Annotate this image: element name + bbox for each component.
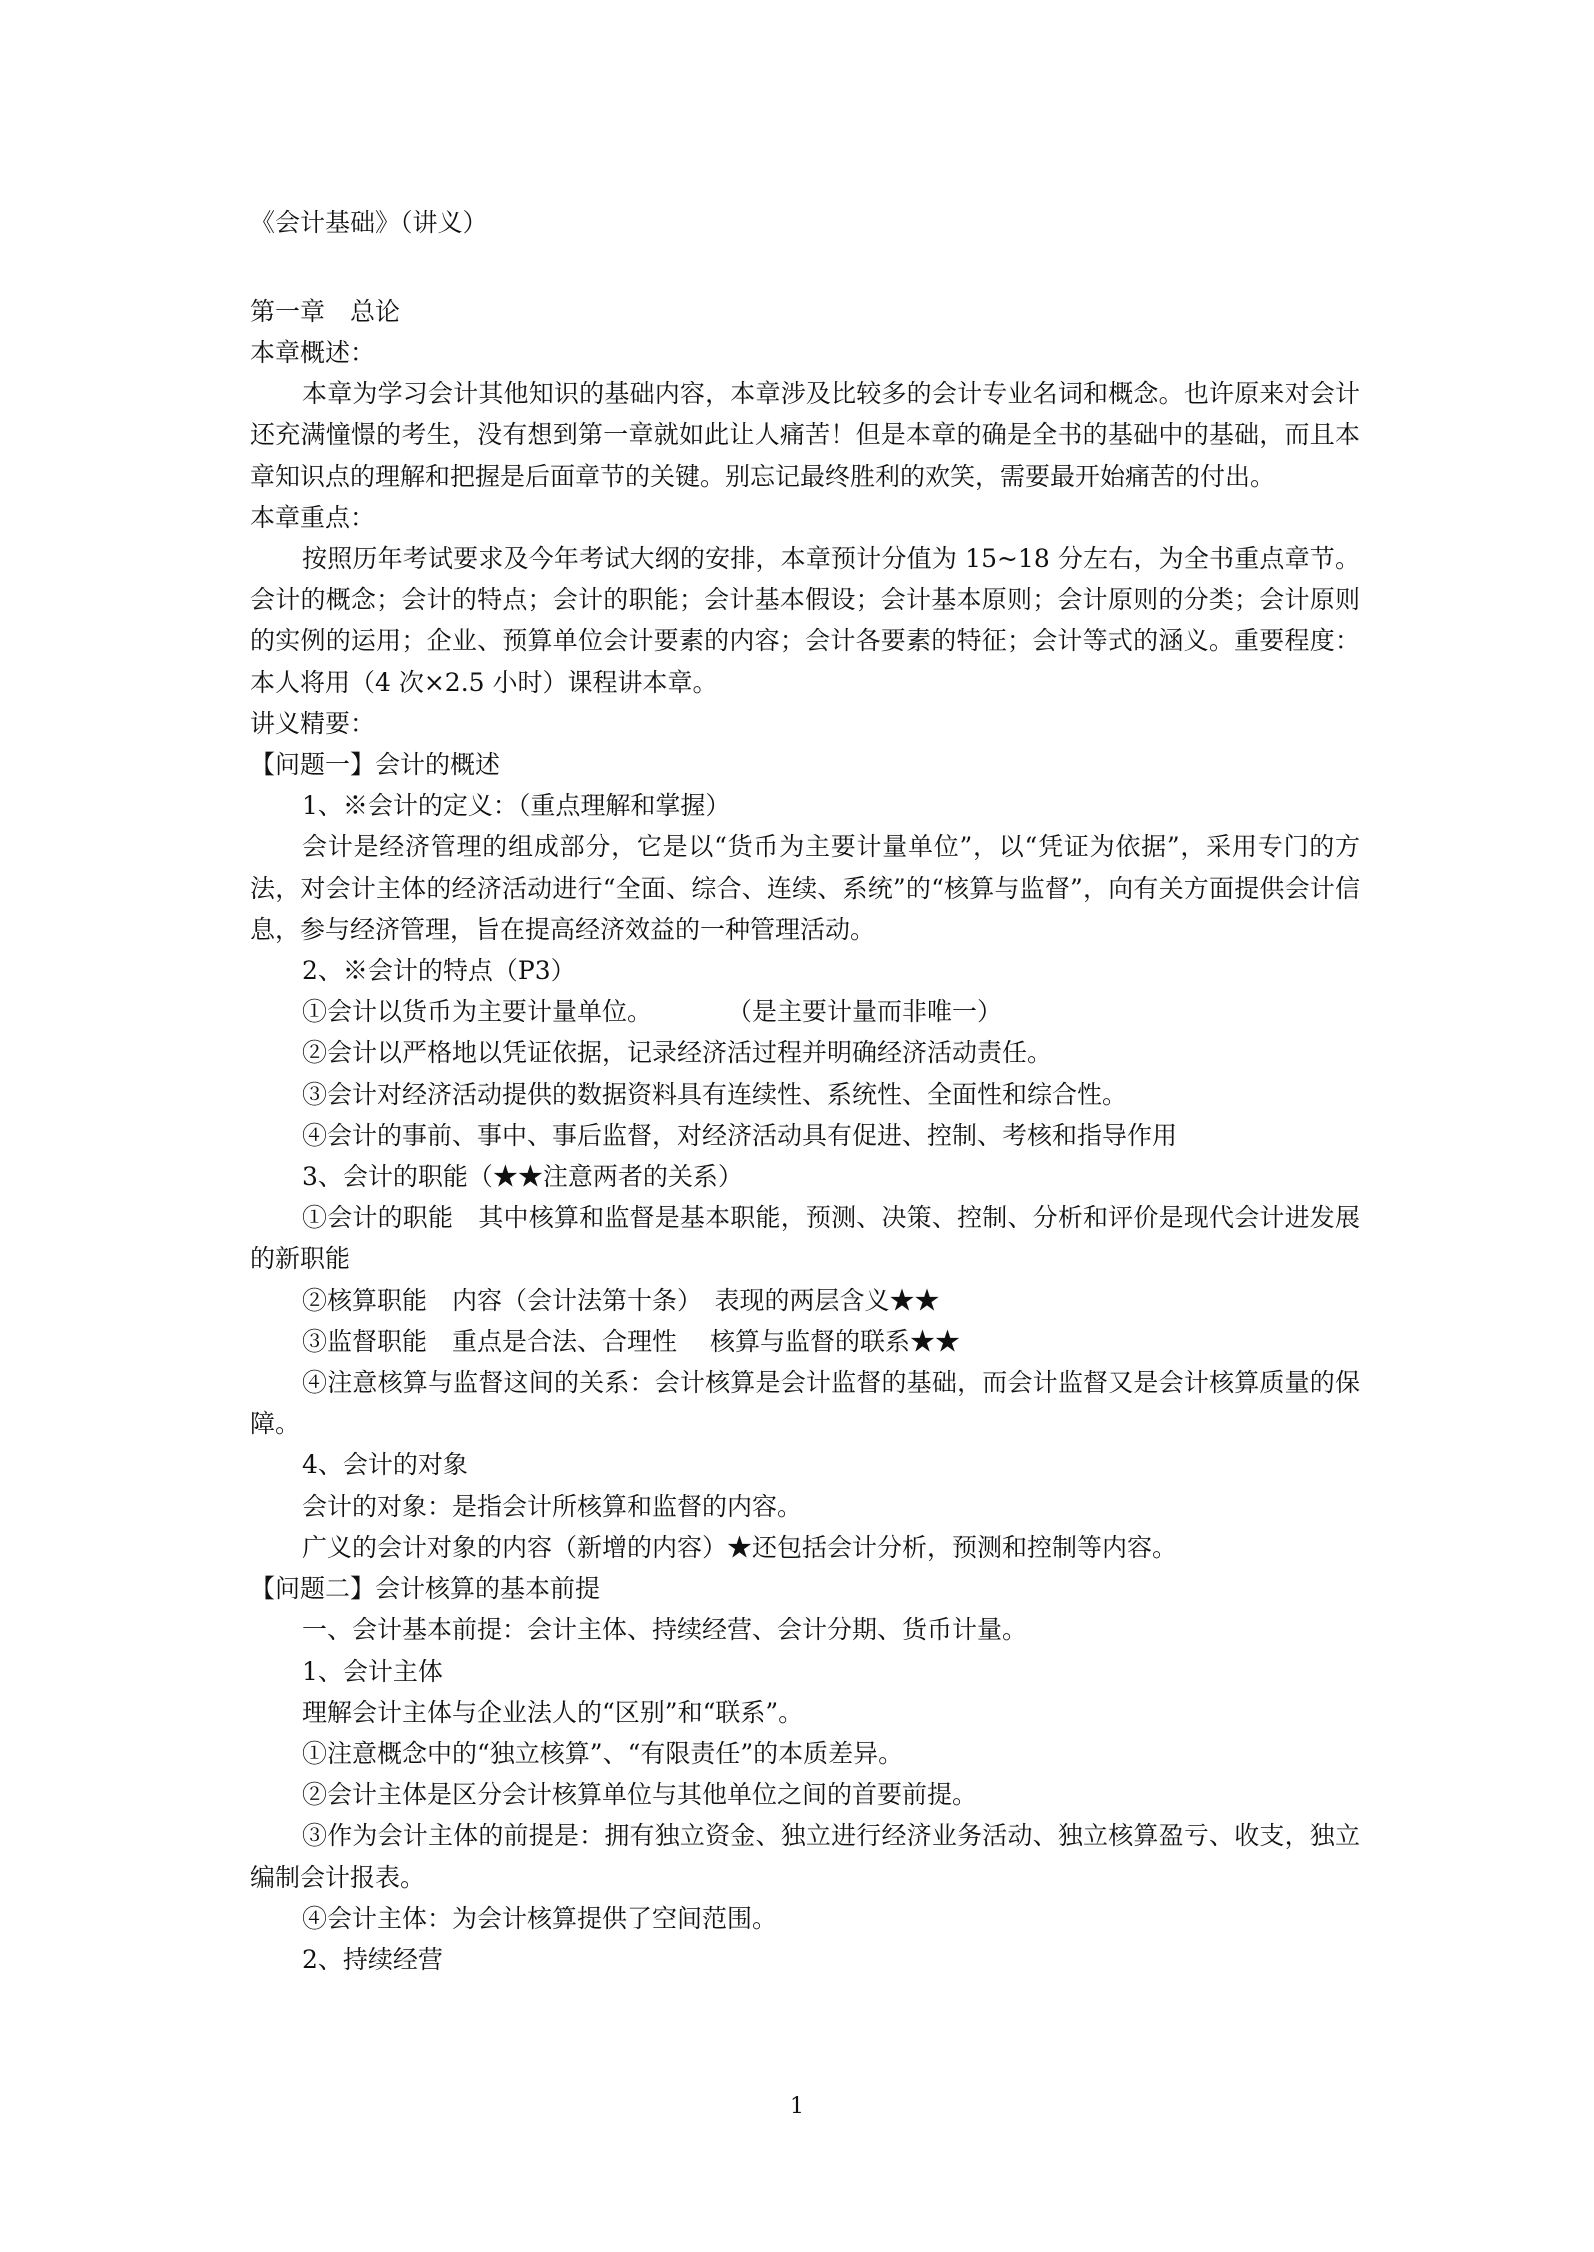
entity-item-4: ④会计主体：为会计核算提供了空间范围。: [302, 1903, 778, 1933]
page-number: 1: [790, 2094, 804, 2119]
functions-item-2: ②核算职能 内容（会计法第十条） 表现的两层含义★★: [302, 1285, 940, 1315]
entity-item-3: ③作为会计主体的前提是：拥有独立资金、独立进行经济业务活动、独立核算盈亏、收支，独立编制会计报表。: [250, 1821, 1360, 1892]
definition-paragraph: 会计是经济管理的组成部分，它是以“货币为主要计量单位”，以“凭证为依据”，采用专门的方法，对会计主体的经济活动进行“全面、综合、连续、系统”的“核算与监督”，向有关方面提供会计信息，参与经济管理，旨在提高经济效益的一种管理活动。: [250, 832, 1360, 944]
question-one-heading: 【问题一】会计的概述: [250, 750, 501, 780]
document-title: 《会计基础》（讲义）: [250, 208, 488, 237]
entity-item-2: ②会计主体是区分会计核算单位与其他单位之间的首要前提。: [302, 1780, 978, 1810]
features-item-4: ④会计的事前、事中、事后监督，对经济活动具有促进、控制、考核和指导作用: [302, 1120, 1178, 1150]
object-heading: 4、会计的对象: [302, 1450, 468, 1480]
features-heading: 2、※会计的特点（P3）: [302, 956, 576, 986]
functions-heading: 3、会计的职能（★★注意两者的关系）: [302, 1162, 743, 1192]
premises-intro: 一、会计基本前提：会计主体、持续经营、会计分期、货币计量。: [302, 1615, 1028, 1645]
object-item-1: 会计的对象：是指会计所核算和监督的内容。: [302, 1491, 803, 1521]
chapter-title: 第一章 总论: [250, 297, 401, 326]
going-concern-heading: 2、持续经营: [302, 1944, 443, 1974]
functions-item-1: ①会计的职能 其中核算和监督是基本职能，预测、决策、控制、分析和评价是现代会计进发展的新职能: [250, 1203, 1360, 1274]
functions-item-4: ④注意核算与监督这间的关系：会计核算是会计监督的基础，而会计监督又是会计核算质量的保障。: [250, 1368, 1360, 1439]
features-item-2: ②会计以严格地以凭证依据，记录经济活过程并明确经济活动责任。: [302, 1038, 1053, 1068]
notes-label: 讲义精要：: [250, 708, 376, 738]
key-points-paragraph: 按照历年考试要求及今年考试大纲的安排，本章预计分值为 15~18 分左右，为全书重点章节。会计的概念；会计的特点；会计的职能；会计基本假设；会计基本原则；会计原则的分类；会计原则的实例的运用；企业、预算单位会计要素的内容；会计各要素的特征；会计等式的涵义。重要程度：本人将用（4 次×2.5 小时）课程讲本章。: [250, 544, 1360, 697]
overview-label: 本章概述：: [250, 338, 376, 367]
functions-item-3: ③监督职能 重点是合法、合理性 核算与监督的联系★★: [302, 1326, 960, 1356]
key-points-label: 本章重点：: [250, 502, 376, 532]
object-item-2: 广义的会计对象的内容（新增的内容）★还包括会计分析，预测和控制等内容。: [302, 1532, 1178, 1562]
features-item-1: ①会计以货币为主要计量单位。 （是主要计量而非唯一）: [302, 997, 1003, 1027]
entity-text: 理解会计主体与企业法人的“区别”和“联系”。: [302, 1697, 804, 1727]
overview-paragraph: 本章为学习会计其他知识的基础内容，本章涉及比较多的会计专业名词和概念。也许原来对会计还充满憧憬的考生，没有想到第一章就如此让人痛苦！但是本章的确是全书的基础中的基础，而且本章知识点的理解和把握是后面章节的关键。别忘记最终胜利的欢笑，需要最开始痛苦的付出。: [250, 379, 1360, 491]
document-body: [250, 202, 1360, 1980]
entity-item-1: ①注意概念中的“独立核算”、“有限责任”的本质差异。: [302, 1738, 904, 1768]
definition-heading: 1、※会计的定义：（重点理解和掌握）: [302, 791, 731, 821]
question-two-heading: 【问题二】会计核算的基本前提: [250, 1574, 601, 1604]
entity-heading: 1、会计主体: [302, 1656, 443, 1686]
features-item-3: ③会计对经济活动提供的数据资料具有连续性、系统性、全面性和综合性。: [302, 1079, 1128, 1109]
